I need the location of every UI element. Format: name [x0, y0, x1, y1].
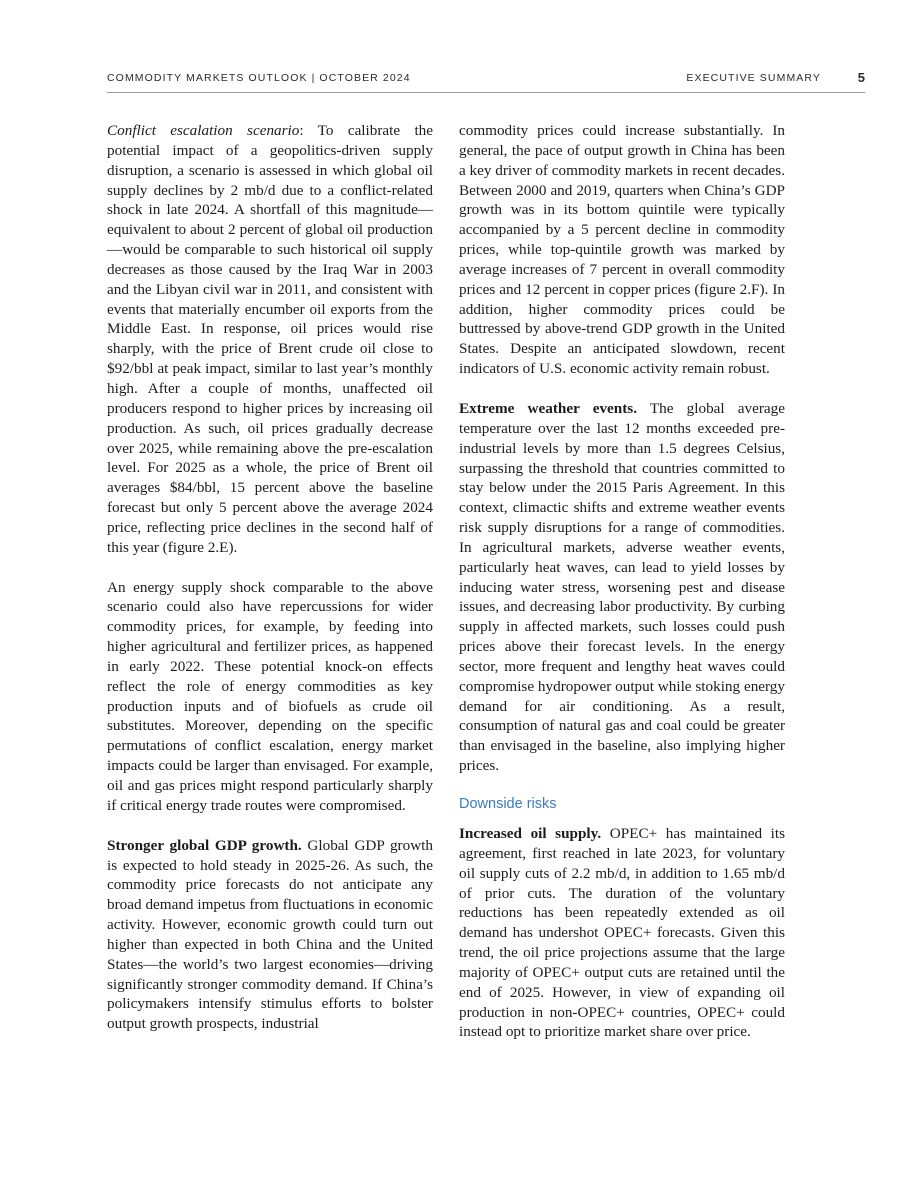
gdp-growth-lead: Stronger global GDP growth.: [107, 836, 302, 854]
downside-risks-heading: Downside risks: [459, 796, 557, 812]
section-title: EXECUTIVE SUMMARY: [686, 72, 821, 84]
china-growth-paragraph: commodity prices could increase substantially. In general, the pace of output growth in China has been a key driver of commodity markets in recent decades. Between 2000 and 2019, quarters when China’s GDP growth was in its bottom quintile were typically accompanied by a 5 percent decline in commodity prices, while top-quintile growth was marked by average increases of 7 percent in overall commodity prices and 12 percent in copper prices (figure 2.F). In addition, higher commodity prices could be buttressed by above-trend GDP growth in the United States. Despite an anticipated slowdown, recent indicators of U.S. economic activity remain robust.: [459, 122, 785, 378]
running-header: [107, 72, 865, 93]
conflict-escalation-body: : To calibrate the potential impact of a geopolitics-driven supply disruption, a scenario is assessed in which global oil supply declines by 2 mb/d due to a conflict-related shock in late 2024. A shortfall of this magnitude—equivalent to about 2 percent of global oil production—would be comparable to such historical oil supply decreases as those caused by the Iraq War in 2003 and the Libyan civil war in 2011, and consistent with events that materially encumber oil exports from the Middle East. In response, oil prices would rise sharply, with the price of Brent crude oil close to $92/bbl at peak impact, similar to last year’s monthly high. After a couple of months, unaffected oil producers respond to higher prices by increasing oil production. As such, oil prices gradually decrease over 2025, while remaining above the pre-escalation level. For 2025 as a whole, the price of Brent oil averages $84/bbl, 15 percent above the baseline forecast but only 5 percent above the average 2024 price, reflecting price declines in the second half of this year (figure 2.E).: [107, 122, 433, 556]
right-column: [459, 121, 785, 1062]
conflict-escalation-lead: Conflict escalation scenario: [107, 122, 300, 139]
extreme-weather-body: The global average temperature over the last 12 months exceeded pre-industrial levels by more than 1.5 degrees Celsius, surpassing the threshold that countries committed to stay below under the 2015 Paris Agreement. In this context, climactic shifts and extreme weather events risk supply disruptions for a range of commodities. In agricultural markets, adverse weather events, particularly heat waves, can lead to yield losses by inducing water stress, worsening pest and disease issues, and decreasing labor productivity. By curbing supply in affected markets, such losses could push prices above their forecast levels. In the energy sector, more frequent and lengthy heat waves could compromise hydropower output while stoking energy demand for air conditioning. As a result, consumption of natural gas and coal could be greater than envisaged in the baseline, also implying higher prices.: [459, 399, 786, 775]
oil-supply-lead: Increased oil supply.: [459, 825, 602, 842]
gdp-growth-paragraph: [107, 836, 433, 1034]
gdp-growth-body: Global GDP growth is expected to hold steady in 2025-26. As such, the commodity price forecasts do not anticipate any broad demand impetus from fluctuations in economic activity. However, economic growth could turn out higher than expected in both China and the United States—the world’s two largest economies—driving significantly stronger commodity demand. If China’s policymakers intensify stimulus efforts to bolster output growth prospects, industrial: [107, 836, 433, 1033]
extreme-weather-paragraph: [459, 399, 785, 776]
left-column: [107, 121, 433, 1054]
oil-supply-body: OPEC+ has maintained its agreement, first reached in late 2023, for voluntary oil supply cuts of 2.2 mb/d, in addition to 1.65 mb/d of prior cuts. The duration of the voluntary reductions has been repeatedly extended as oil demand has undershot OPEC+ forecasts. Given this trend, the oil price projections assume that the large majority of OPEC+ output cuts are retained until the end of 2025. However, in view of expanding oil production in non-OPEC+ countries, OPEC+ could instead opt to prioritize market share over price.: [459, 825, 785, 1041]
energy-shock-paragraph: An energy supply shock comparable to the above scenario could also have repercussions for wider commodity prices, for example, by feeding into higher agricultural and fertilizer prices, as happened in early 2022. These potential knock-on effects reflect the role of energy commodities as key production inputs and of biofuels as crude oil substitutes. Moreover, depending on the specific permutations of conflict escalation, energy market impacts could be larger than envisaged. For example, oil and gas prices might respond particularly sharply if critical energy trade routes were compromised.: [107, 578, 433, 814]
oil-supply-paragraph: [459, 824, 785, 1042]
extreme-weather-lead: Extreme weather events.: [459, 399, 638, 417]
page-number: 5: [857, 70, 865, 85]
conflict-escalation-paragraph: [107, 121, 433, 558]
publication-title: COMMODITY MARKETS OUTLOOK | OCTOBER 2024: [107, 72, 411, 84]
